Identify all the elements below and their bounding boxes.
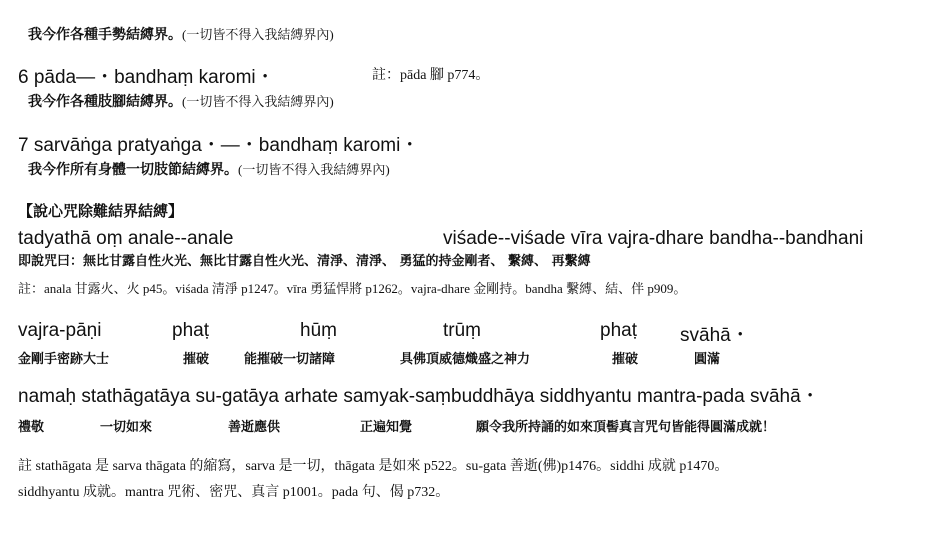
word-5-3-skt: hūṃ [300,320,337,341]
line-2-text: 我今作各種肢腳結縛界。 [28,94,182,110]
line-1-text: 我今作各種手勢結縛界。 [28,27,182,43]
line-6-cn-2: 一切如來 [100,420,153,435]
section-heading: 【說心咒除難結界結縛】 [18,202,184,220]
line-6-cn-5: 願令我所持誦的如來頂髻真言咒句皆能得圓滿成就！ [476,420,776,435]
line-2-chinese [28,95,334,109]
line-2-sanskrit: 6 pāda—・bandhaṃ karomi・ [18,67,275,88]
line-1-chinese [28,28,334,42]
word-5-1-skt: vajra-pāṇi [18,320,102,341]
word-5-4-cn: 具佛頂威德熾盛之神力 [400,352,531,367]
footnote-line-2: siddhyantu 成就。mantra 咒術、密咒、真言 p1001。pada 句、偈 p732。 [18,485,450,500]
word-5-5-cn: 摧破 [612,352,639,367]
word-5-2-cn: 摧破 [183,352,210,367]
line-4-sanskrit-a: tadyathā oṃ anale--anale [18,228,234,249]
word-5-6-skt: svāhā・ [680,325,750,346]
word-5-3-cn: 能摧破一切諸障 [244,352,336,367]
line-3-paren: (一切皆不得入我結縛界內) [238,162,390,177]
line-3-sanskrit: 7 sarvāṅga pratyaṅga・—・bandhaṃ karomi・ [18,135,420,156]
word-5-4-skt: trūṃ [443,320,481,341]
line-6-cn-4: 正遍知覺 [360,420,413,435]
line-1-paren: (一切皆不得入我結縛界內) [182,27,334,42]
line-4-chinese: 即說咒曰：無比甘露自性火光、無比甘露自性火光、清淨、清淨、 勇猛的持金剛者、 繫縛、 再繫縛 [18,254,591,269]
footnote-line-1: 註 stathāgata 是 sarva thāgata 的縮寫，sarva 是一切，thāgata 是如來 p522。su-gata 善逝(佛)p1476。siddhi 成就 p1470。 [18,459,729,474]
line-2-note: 註：pāda 腳 p774。 [372,68,490,83]
word-5-1-cn: 金剛手密跡大士 [18,352,110,367]
line-2-paren: (一切皆不得入我結縛界內) [182,94,334,109]
word-5-5-skt: phaṭ [600,320,637,341]
line-6-cn-3: 善逝應供 [228,420,281,435]
line-3-chinese [28,163,390,177]
line-4-sanskrit-b: viśade--viśade vīra vajra-dhare bandha--bandhani [443,228,864,249]
line-6-sanskrit: namaḥ stathāgatāya su-gatāya arhate samyak-saṃbuddhāya siddhyantu mantra-pada svāhā・ [18,386,820,407]
line-6-cn-1: 禮敬 [18,420,45,435]
word-5-6-cn: 圓滿 [694,352,721,367]
line-3-text: 我今作所有身體一切肢節結縛界。 [28,162,238,178]
word-5-2-skt: phaṭ [172,320,209,341]
line-4-note: 註：anala 甘露火、火 p45。viśada 清淨 p1247。vīra 勇猛悍將 p1262。vajra-dhare 金剛持。bandha 繫縛、結、伴 p909。 [18,281,687,296]
